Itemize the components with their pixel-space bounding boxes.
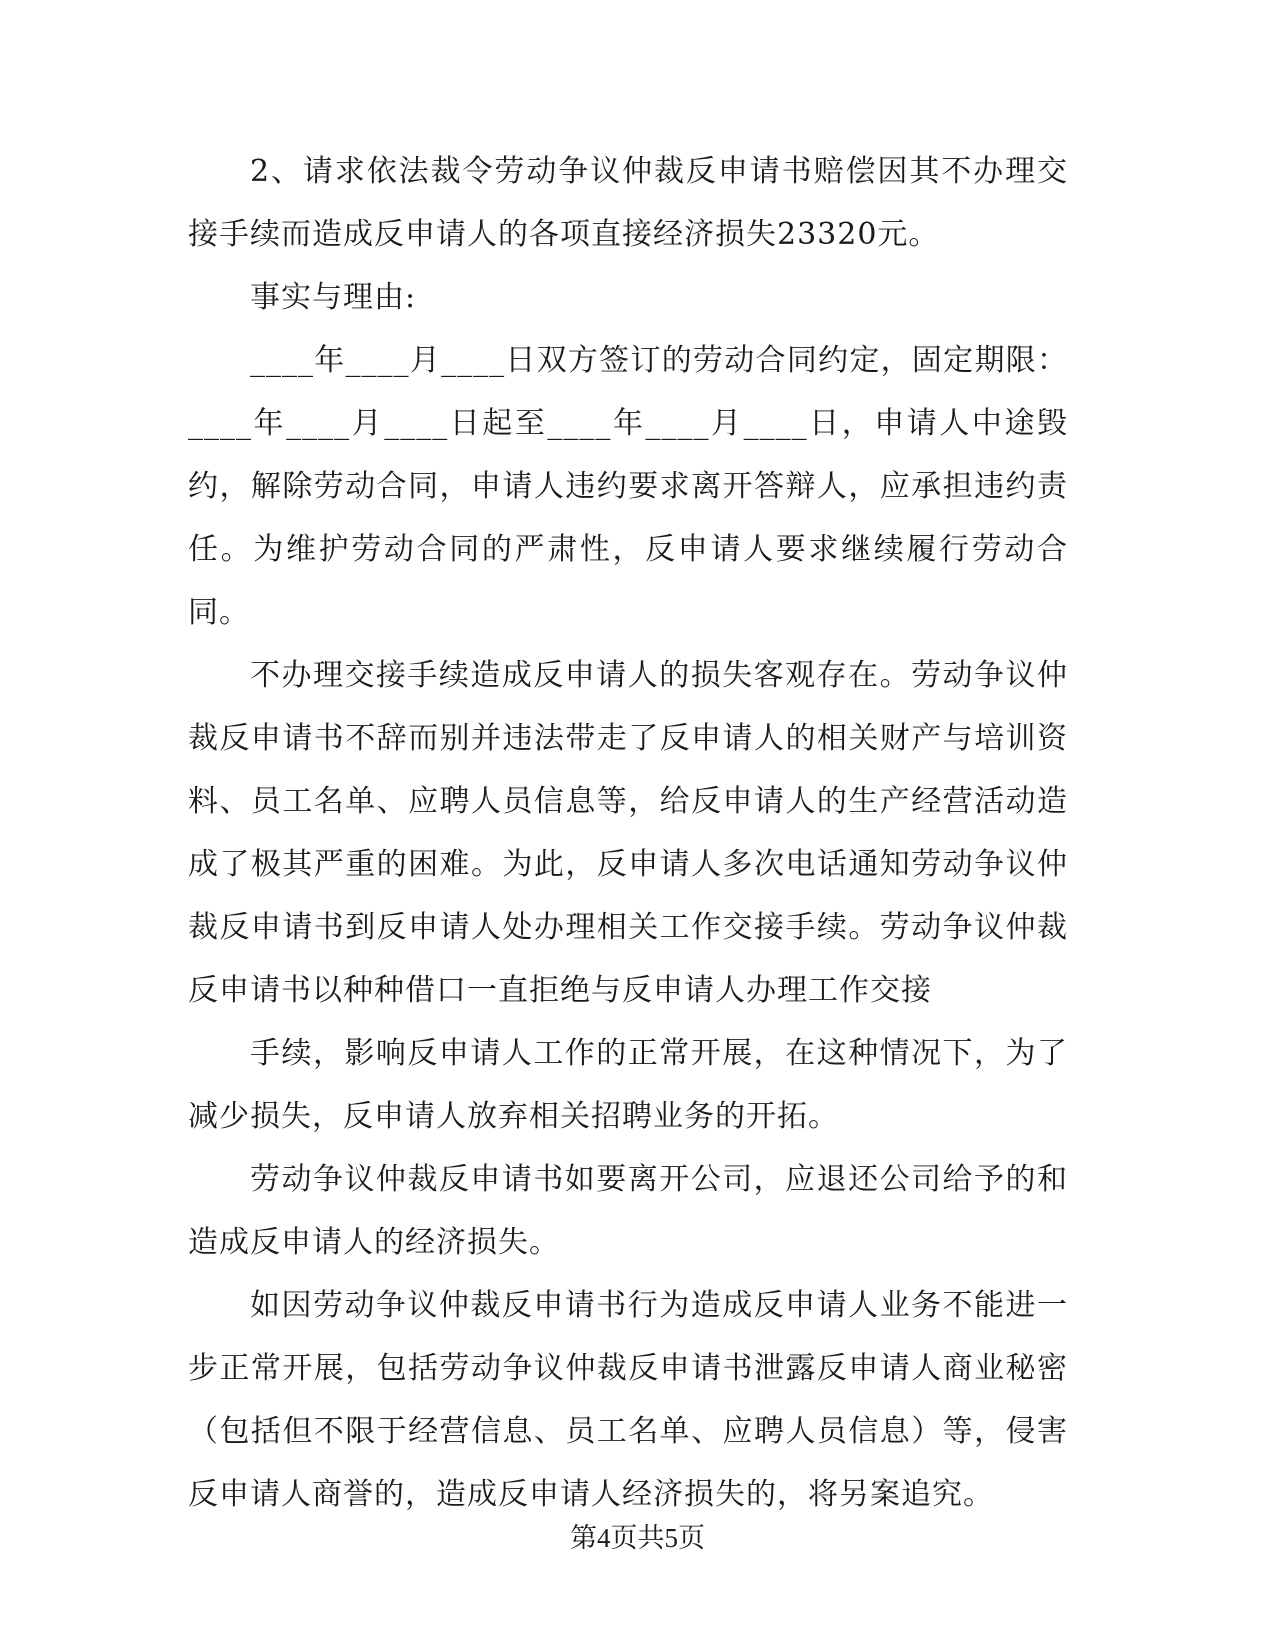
- paragraph-leaving-company: 劳动争议仲裁反申请书如要离开公司，应退还公司给予的和造成反申请人的经济损失。: [188, 1162, 1068, 1260]
- paragraph-further-liability: 如因劳动争议仲裁反申请书行为造成反申请人业务不能进一步正常开展，包括劳动争议仲裁反申请书泄露反申请人商业秘密（包括但不限于经营信息、员工名单、应聘人员信息）等，侵害反申请人商誉的，造成反申请人经济损失的，将另案追究。: [188, 1288, 1068, 1512]
- paragraph-contract-terms: ____年____月____日双方签订的劳动合同约定，固定期限：____年____月____日起至____年____月____日，申请人中途毁约，解除劳动合同，申请人违约要求离开答辩人，应承担违约责任。为维护劳动合同的严肃性，反申请人要求继续履行劳动合同。: [188, 343, 1068, 630]
- page-number-footer: 第4页共5页: [570, 1523, 705, 1553]
- document-body: [188, 140, 1068, 1526]
- paragraph-handover-impact: 手续，影响反申请人工作的正常开展，在这种情况下，为了减少损失，反申请人放弃相关招聘业务的开拓。: [188, 1036, 1068, 1134]
- paragraph-loss-description: 不办理交接手续造成反申请人的损失客观存在。劳动争议仲裁反申请书不辞而别并违法带走了反申请人的相关财产与培训资料、员工名单、应聘人员信息等，给反申请人的生产经营活动造成了极其严重的困难。为此，反申请人多次电话通知劳动争议仲裁反申请书到反申请人处办理相关工作交接手续。劳动争议仲裁反申请书以种种借口一直拒绝与反申请人办理工作交接: [188, 658, 1068, 1008]
- paragraph-claim-2: 2、请求依法裁令劳动争议仲裁反申请书赔偿因其不办理交接手续而造成反申请人的各项直接经济损失23320元。: [188, 154, 1068, 252]
- paragraph-facts-heading: 事实与理由:: [250, 280, 417, 315]
